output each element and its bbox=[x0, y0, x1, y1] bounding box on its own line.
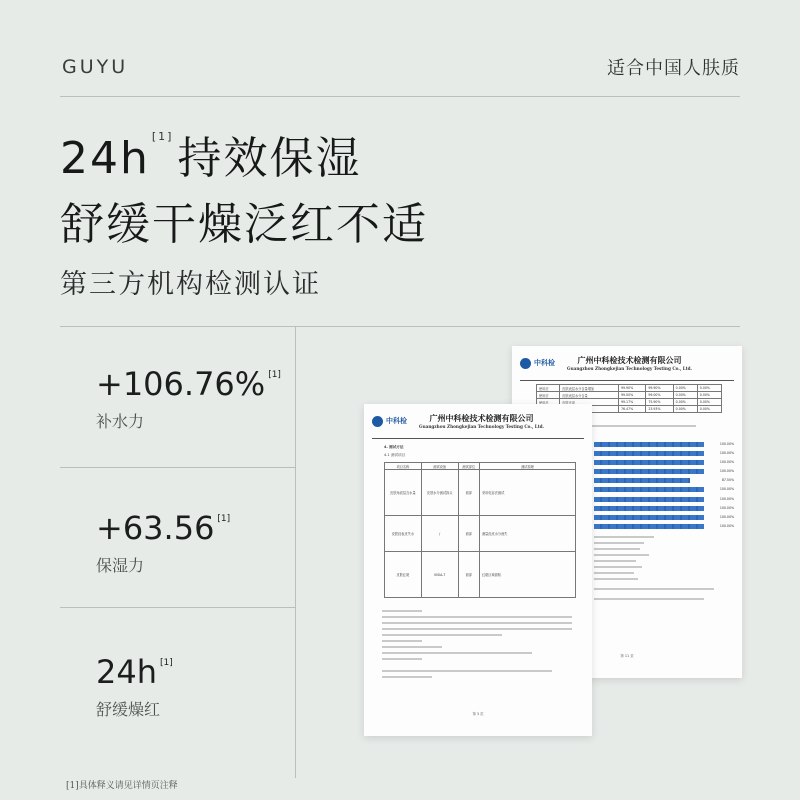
table-cell: 红斑区域面积 bbox=[480, 552, 576, 598]
stat-label: 保湿力 bbox=[96, 556, 145, 575]
table-cell: 测量经皮水分流失 bbox=[480, 516, 576, 552]
report-text-block bbox=[594, 532, 724, 608]
table-cell: 0.00% bbox=[697, 392, 721, 399]
headline-sup: [1] bbox=[151, 130, 174, 143]
logo-icon bbox=[520, 358, 531, 369]
table-cell: 0.00% bbox=[673, 385, 697, 392]
bar-row bbox=[594, 523, 734, 529]
stat-label: 舒缓燥红 bbox=[96, 700, 161, 719]
bar-label: 100.00% bbox=[719, 460, 734, 465]
headline-line1 bbox=[60, 122, 361, 186]
grid-line-top bbox=[296, 326, 740, 327]
text-line bbox=[382, 610, 422, 612]
table-header-cell: 测试部位 bbox=[458, 463, 479, 470]
test-report-page-front bbox=[364, 404, 592, 736]
footnote: [1]具体释义请见详情页注释 bbox=[66, 781, 178, 791]
stat-hydration bbox=[96, 365, 281, 432]
table-cell: 皮肤红斑 bbox=[385, 552, 422, 598]
stat-sup: [1] bbox=[160, 658, 173, 668]
table-cell: 0.00% bbox=[697, 406, 721, 413]
bar-row bbox=[594, 460, 734, 465]
page-number: 第 3 页 bbox=[472, 712, 484, 716]
table-cell: 使用后 bbox=[537, 385, 560, 392]
company-name-cn: 广州中科检技术检测有限公司 bbox=[577, 355, 682, 365]
report-header bbox=[364, 404, 592, 438]
report-header bbox=[512, 346, 742, 380]
company-name-cn: 广州中科检技术检测有限公司 bbox=[429, 413, 534, 423]
table-cell: 0.00% bbox=[673, 392, 697, 399]
bar-label: 100.00% bbox=[719, 442, 734, 446]
table-cell: 皮肤表层水分含量增加 bbox=[560, 385, 619, 392]
bar-label: 100.00% bbox=[719, 496, 734, 501]
page-number: 第 11 页 bbox=[620, 654, 634, 658]
text-line bbox=[382, 616, 572, 618]
stat-moisture bbox=[96, 509, 230, 576]
company-logo bbox=[520, 358, 555, 369]
bar bbox=[594, 478, 690, 483]
stat-value: +63.56 bbox=[96, 509, 215, 547]
logo-text: 中科检 bbox=[534, 359, 555, 367]
bar-label: 100.00% bbox=[719, 469, 734, 474]
bar-row bbox=[594, 469, 734, 474]
table-cell: 99.90% bbox=[646, 385, 673, 392]
text-line bbox=[382, 676, 432, 678]
bar-row bbox=[594, 442, 734, 447]
bar bbox=[594, 442, 704, 447]
subsection-title: 4.1 测试项目 bbox=[384, 453, 406, 457]
text-line bbox=[594, 598, 704, 600]
company-name-en: Guangzhou Zhongkejian Technology Testing Co., Ltd. bbox=[567, 366, 693, 371]
table-cell: / bbox=[421, 516, 458, 552]
table-cell: 75.90% bbox=[646, 399, 673, 406]
bar-row bbox=[594, 505, 734, 511]
results-bar-chart bbox=[594, 442, 734, 533]
table-header-cell: 测试设备 bbox=[421, 463, 458, 470]
table-cell: 皮肤角质层含水量 bbox=[385, 470, 422, 516]
table-cell: 99.90% bbox=[618, 385, 645, 392]
bar bbox=[594, 460, 704, 465]
table-cell: 0.00% bbox=[697, 399, 721, 406]
bar-label: 100.00% bbox=[719, 451, 734, 456]
company-logo bbox=[372, 416, 407, 427]
bar-label: 100.00% bbox=[719, 505, 734, 510]
company-name-en: Guangzhou Zhongkejian Technology Testing Co., Ltd. bbox=[419, 424, 545, 429]
text-line bbox=[594, 588, 714, 590]
headline-line2: 舒缓干燥泛红不适 bbox=[60, 199, 428, 250]
bar bbox=[594, 524, 704, 529]
tagline: 适合中国人肤质 bbox=[607, 58, 740, 79]
table-cell: 76.47% bbox=[618, 406, 645, 413]
table-cell: 皮肤光泽 bbox=[560, 399, 619, 406]
table-cell: 皮肤表层水分含量 bbox=[560, 392, 619, 399]
text-line bbox=[594, 572, 634, 574]
headline-suffix: 持效保湿 bbox=[177, 133, 362, 184]
table-header-row bbox=[385, 463, 576, 470]
table-cell: 皮肤水分测试探头 bbox=[421, 470, 458, 516]
bar bbox=[594, 469, 704, 474]
bar-row bbox=[594, 514, 734, 520]
table-row bbox=[385, 516, 576, 552]
text-line bbox=[382, 640, 422, 642]
bar-row bbox=[594, 451, 734, 456]
table-row bbox=[385, 552, 576, 598]
bar-label: 100.00% bbox=[719, 514, 734, 519]
subtitle: 第三方机构检测认证 bbox=[60, 269, 321, 300]
brand-logo: GUYU bbox=[62, 56, 129, 78]
table-header-cell: 项目名称 bbox=[385, 463, 422, 470]
stat-value: 24h bbox=[96, 653, 157, 691]
table-cell: 皮肤经表皮失水 bbox=[385, 516, 422, 552]
stat-soothing bbox=[96, 653, 173, 720]
bar-label: 87.50% bbox=[721, 478, 734, 483]
text-line bbox=[594, 548, 640, 550]
bar bbox=[594, 451, 704, 456]
text-line bbox=[382, 646, 442, 648]
text-line bbox=[594, 536, 654, 538]
text-line bbox=[594, 578, 638, 580]
table-cell: 采用电容法测试 bbox=[480, 470, 576, 516]
test-items-table bbox=[384, 462, 576, 598]
table-cell: 0.00% bbox=[673, 399, 697, 406]
table-header-cell: 测试原理 bbox=[480, 463, 576, 470]
bar-label: 100.00% bbox=[719, 487, 734, 492]
bar bbox=[594, 487, 704, 492]
table-cell: 99.00% bbox=[646, 392, 673, 399]
table-cell: 使用后 bbox=[537, 399, 560, 406]
bar-row bbox=[594, 478, 734, 483]
header-rule bbox=[520, 380, 734, 381]
table-cell: 面部 bbox=[458, 516, 479, 552]
table-row bbox=[385, 470, 576, 516]
table-cell: VISIA-7 bbox=[421, 552, 458, 598]
bar bbox=[594, 506, 704, 511]
top-divider bbox=[60, 96, 740, 97]
table-cell: 面部 bbox=[458, 552, 479, 598]
company-name bbox=[419, 413, 544, 429]
stat-sup: [1] bbox=[268, 370, 281, 380]
text-line bbox=[382, 658, 422, 660]
table-cell: 面部 bbox=[458, 470, 479, 516]
text-line bbox=[382, 634, 502, 636]
section-title: 4. 测试方法 bbox=[384, 445, 404, 449]
bar-row bbox=[594, 487, 734, 492]
bar bbox=[594, 497, 704, 502]
table-cell: 99.17% bbox=[618, 399, 645, 406]
table-cell: 0.00% bbox=[673, 406, 697, 413]
logo-icon bbox=[372, 416, 383, 427]
header-rule bbox=[372, 438, 584, 439]
bar-row bbox=[594, 496, 734, 502]
text-line bbox=[382, 622, 572, 624]
text-line bbox=[382, 670, 552, 672]
bar bbox=[594, 515, 704, 520]
stat-label: 补水力 bbox=[96, 412, 145, 431]
company-name bbox=[567, 355, 692, 371]
text-line bbox=[594, 560, 636, 562]
report-text-block bbox=[382, 606, 578, 682]
stats-panel bbox=[60, 326, 296, 778]
text-line bbox=[594, 566, 642, 568]
table-cell: 99.00% bbox=[618, 392, 645, 399]
table-cell: 0.00% bbox=[697, 385, 721, 392]
stat-sup: [1] bbox=[217, 514, 231, 524]
bar-label: 100.00% bbox=[719, 523, 734, 528]
logo-text: 中科检 bbox=[386, 417, 407, 425]
stat-divider bbox=[60, 467, 295, 468]
headline-prefix: 24h bbox=[60, 133, 150, 184]
stat-value: +106.76% bbox=[96, 365, 266, 403]
table-row bbox=[537, 385, 722, 392]
text-line bbox=[382, 628, 572, 630]
table-cell: 23.93% bbox=[646, 406, 673, 413]
table-row bbox=[537, 392, 722, 399]
table-cell: 使用后 bbox=[537, 392, 560, 399]
text-line bbox=[594, 554, 649, 556]
text-line bbox=[382, 652, 532, 654]
stat-divider bbox=[60, 607, 295, 608]
text-line bbox=[594, 542, 644, 544]
